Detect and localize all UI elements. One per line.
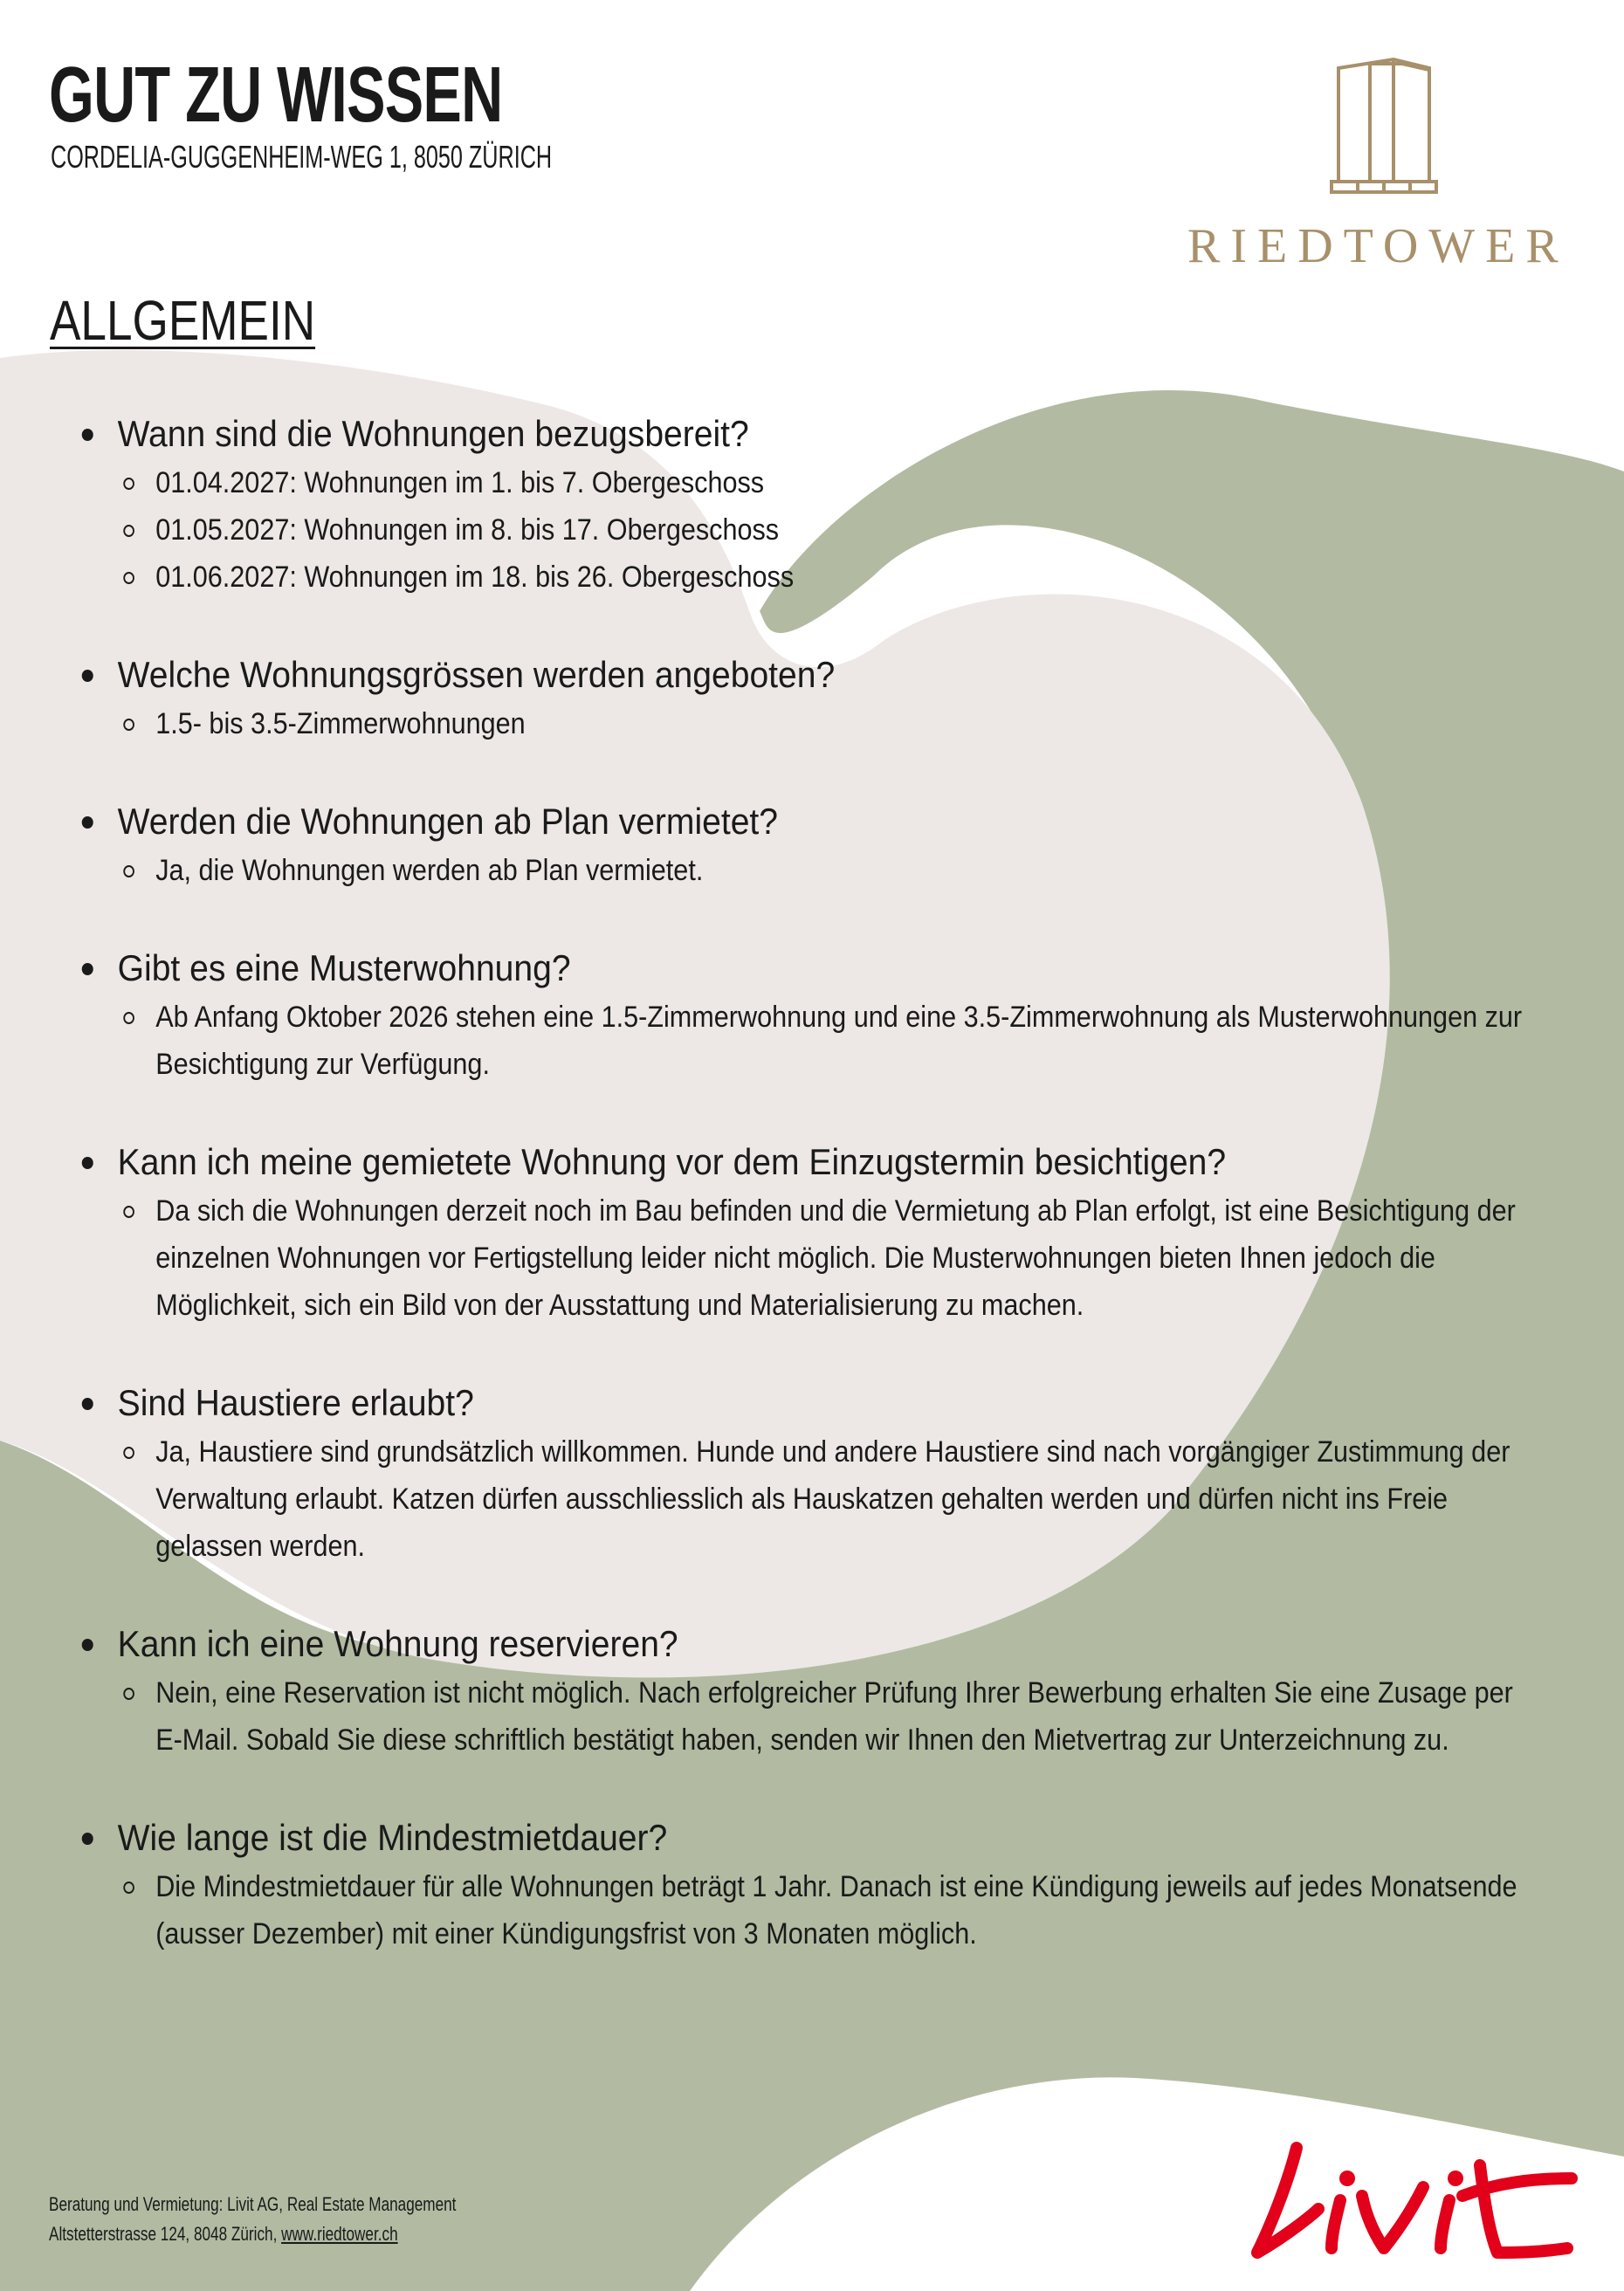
faq-question: Kann ich eine Wohnung reservieren? xyxy=(79,1620,1459,1668)
faq-question: Werden die Wohnungen ab Plan vermietet? xyxy=(79,798,1459,845)
faq-question: Sind Haustiere erlaubt? xyxy=(79,1379,1459,1427)
tower-icon xyxy=(1187,52,1563,205)
page-title: GUT ZU WISSEN xyxy=(49,52,503,139)
faq-answers xyxy=(79,1428,1563,1570)
faq-question: Wie lange ist die Mindestmietdauer? xyxy=(79,1814,1459,1861)
website-link[interactable]: www.riedtower.ch xyxy=(281,2223,398,2245)
footer-line-1: Beratung und Vermietung: Livit AG, Real Estate Management xyxy=(49,2193,457,2215)
faq-answers xyxy=(79,700,1563,747)
faq-answers xyxy=(79,459,1563,601)
faq-question: Gibt es eine Musterwohnung? xyxy=(79,945,1459,992)
faq-answers xyxy=(79,994,1563,1088)
faq-item xyxy=(79,1379,1563,1570)
faq-question: Kann ich meine gemietete Wohnung vor dem Einzugstermin besichtigen? xyxy=(79,1139,1459,1186)
section-heading: ALLGEMEIN xyxy=(50,289,316,352)
faq-question: Wann sind die Wohnungen bezugsbereit? xyxy=(79,410,1459,458)
faq-answer: Nein, eine Reservation ist nicht möglich. Nach erfolgreicher Prüfung Ihrer Bewerbung erhalten Sie eine Zusage per E-Mail. Sobald Sie diese schriftlich bestätigt haben, senden wir Ihnen den Mietvertrag zur Unterzeichnung zu. xyxy=(79,1669,1538,1764)
faq-answer: Ja, Haustiere sind grundsätzlich willkommen. Hunde und andere Haustiere sind nach vorgängiger Zustimmung der Verwaltung erlaubt. Katzen dürfen ausschliesslich als Hauskatzen gehalten werden und dürfen nicht ins Freie gelassen werden. xyxy=(79,1428,1538,1570)
riedtower-logo xyxy=(1187,52,1569,273)
faq-item xyxy=(79,945,1563,1088)
faq-answer: 01.05.2027: Wohnungen im 8. bis 17. Obergeschoss xyxy=(79,506,1538,554)
faq-answer: Ab Anfang Oktober 2026 stehen eine 1.5-Zimmerwohnung und eine 3.5-Zimmerwohnung als Musterwohnungen zur Besichtigung zur Verfügung. xyxy=(79,994,1538,1088)
faq-answer: Da sich die Wohnungen derzeit noch im Bau befinden und die Vermietung ab Plan erfolgt, ist eine Besichtigung der einzelnen Wohnungen vor Fertigstellung leider nicht möglich. Die Musterwohnungen bieten Ihnen jedoch die Möglichkeit, sich ein Bild von der Ausstattung und Materialisierung zu machen. xyxy=(79,1187,1538,1329)
faq-item xyxy=(79,798,1563,894)
riedtower-wordmark: RIEDTOWER xyxy=(1187,219,1569,273)
faq-item xyxy=(79,1139,1563,1329)
faq-item xyxy=(79,1814,1563,1957)
livit-logo xyxy=(1235,2130,1585,2270)
faq-answers xyxy=(79,1669,1563,1764)
faq-answer: Ja, die Wohnungen werden ab Plan vermietet. xyxy=(79,847,1538,894)
faq-answer: 1.5- bis 3.5-Zimmerwohnungen xyxy=(79,700,1538,747)
faq-answer: 01.04.2027: Wohnungen im 1. bis 7. Obergeschoss xyxy=(79,459,1538,506)
faq-answers xyxy=(79,1863,1563,1957)
faq-answers xyxy=(79,1187,1563,1329)
footer xyxy=(49,2190,456,2249)
faq-item xyxy=(79,410,1563,601)
faq-answers xyxy=(79,847,1563,894)
faq-list xyxy=(79,410,1563,2008)
footer-address: Altstetterstrasse 124, 8048 Zürich, xyxy=(49,2223,282,2245)
faq-answer: Die Mindestmietdauer für alle Wohnungen beträgt 1 Jahr. Danach ist eine Kündigung jeweils auf jedes Monatsende (ausser Dezember) mit einer Kündigungsfrist von 3 Monaten möglich. xyxy=(79,1863,1538,1957)
faq-item xyxy=(79,651,1563,747)
faq-answer: 01.06.2027: Wohnungen im 18. bis 26. Obergeschoss xyxy=(79,554,1538,601)
footer-line-2 xyxy=(49,2219,456,2249)
address-subtitle: CORDELIA-GUGGENHEIM-WEG 1, 8050 ZÜRICH xyxy=(51,139,553,175)
faq-item xyxy=(79,1620,1563,1764)
faq-question: Welche Wohnungsgrössen werden angeboten? xyxy=(79,651,1459,698)
